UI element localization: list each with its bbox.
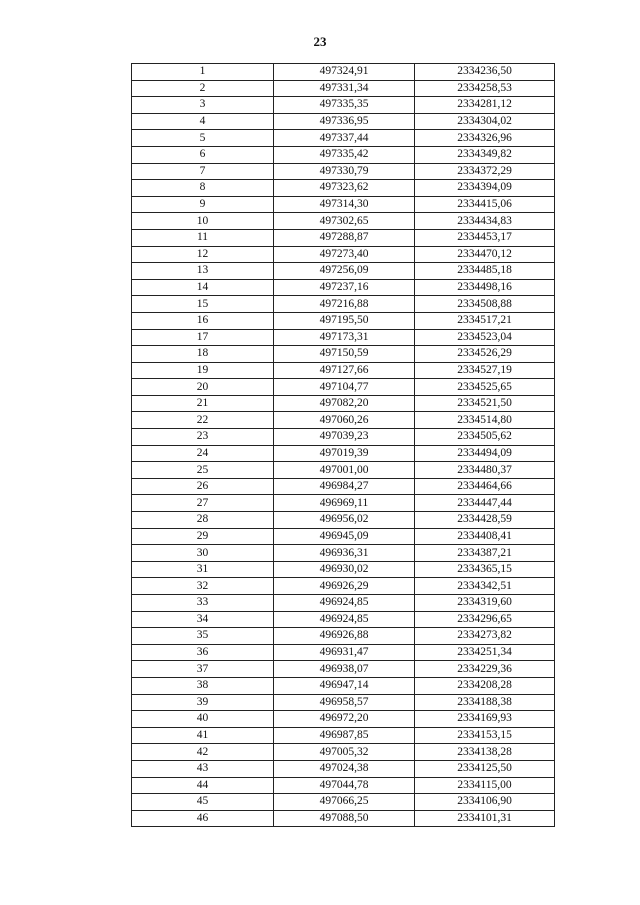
y-coordinate-cell: 2334326,96 xyxy=(415,130,555,147)
table-row xyxy=(132,395,555,412)
table-row xyxy=(132,694,555,711)
x-coordinate-cell: 496945,09 xyxy=(274,528,415,545)
x-coordinate-cell: 497173,31 xyxy=(274,329,415,346)
table-row xyxy=(132,163,555,180)
table-row xyxy=(132,429,555,446)
y-coordinate-cell: 2334494,09 xyxy=(415,445,555,462)
x-coordinate-cell: 497082,20 xyxy=(274,395,415,412)
point-number-cell: 24 xyxy=(132,445,274,462)
x-coordinate-cell: 497288,87 xyxy=(274,229,415,246)
y-coordinate-cell: 2334523,04 xyxy=(415,329,555,346)
point-number-cell: 37 xyxy=(132,661,274,678)
coordinates-table-body xyxy=(132,64,555,827)
point-number-cell: 16 xyxy=(132,312,274,329)
x-coordinate-cell: 497150,59 xyxy=(274,346,415,363)
coordinates-table xyxy=(131,63,555,827)
table-row xyxy=(132,478,555,495)
y-coordinate-cell: 2334296,65 xyxy=(415,611,555,628)
x-coordinate-cell: 496924,85 xyxy=(274,595,415,612)
y-coordinate-cell: 2334517,21 xyxy=(415,312,555,329)
x-coordinate-cell: 497060,26 xyxy=(274,412,415,429)
y-coordinate-cell: 2334319,60 xyxy=(415,595,555,612)
table-row xyxy=(132,528,555,545)
point-number-cell: 30 xyxy=(132,545,274,562)
point-number-cell: 32 xyxy=(132,578,274,595)
y-coordinate-cell: 2334485,18 xyxy=(415,263,555,280)
table-row xyxy=(132,495,555,512)
table-row xyxy=(132,760,555,777)
table-row xyxy=(132,146,555,163)
table-row xyxy=(132,462,555,479)
point-number-cell: 21 xyxy=(132,395,274,412)
point-number-cell: 26 xyxy=(132,478,274,495)
page-number: 23 xyxy=(313,34,327,49)
point-number-cell: 6 xyxy=(132,146,274,163)
y-coordinate-cell: 2334236,50 xyxy=(415,64,555,81)
point-number-cell: 3 xyxy=(132,97,274,114)
y-coordinate-cell: 2334498,16 xyxy=(415,279,555,296)
table-row xyxy=(132,744,555,761)
point-number-cell: 8 xyxy=(132,180,274,197)
table-row xyxy=(132,512,555,529)
y-coordinate-cell: 2334453,17 xyxy=(415,229,555,246)
x-coordinate-cell: 497336,95 xyxy=(274,113,415,130)
table-row xyxy=(132,180,555,197)
y-coordinate-cell: 2334281,12 xyxy=(415,97,555,114)
x-coordinate-cell: 497104,77 xyxy=(274,379,415,396)
table-row xyxy=(132,130,555,147)
point-number-cell: 28 xyxy=(132,512,274,529)
x-coordinate-cell: 497024,38 xyxy=(274,760,415,777)
point-number-cell: 41 xyxy=(132,727,274,744)
point-number-cell: 31 xyxy=(132,561,274,578)
y-coordinate-cell: 2334387,21 xyxy=(415,545,555,562)
y-coordinate-cell: 2334153,15 xyxy=(415,727,555,744)
y-coordinate-cell: 2334349,82 xyxy=(415,146,555,163)
x-coordinate-cell: 497216,88 xyxy=(274,296,415,313)
y-coordinate-cell: 2334138,28 xyxy=(415,744,555,761)
table-row xyxy=(132,777,555,794)
point-number-cell: 1 xyxy=(132,64,274,81)
x-coordinate-cell: 497066,25 xyxy=(274,794,415,811)
point-number-cell: 19 xyxy=(132,362,274,379)
y-coordinate-cell: 2334415,06 xyxy=(415,196,555,213)
table-row xyxy=(132,196,555,213)
x-coordinate-cell: 497314,30 xyxy=(274,196,415,213)
y-coordinate-cell: 2334304,02 xyxy=(415,113,555,130)
point-number-cell: 29 xyxy=(132,528,274,545)
table-row xyxy=(132,113,555,130)
table-row xyxy=(132,677,555,694)
table-row xyxy=(132,644,555,661)
point-number-cell: 23 xyxy=(132,429,274,446)
y-coordinate-cell: 2334372,29 xyxy=(415,163,555,180)
x-coordinate-cell: 496936,31 xyxy=(274,545,415,562)
table-row xyxy=(132,279,555,296)
point-number-cell: 46 xyxy=(132,810,274,827)
y-coordinate-cell: 2334229,36 xyxy=(415,661,555,678)
point-number-cell: 33 xyxy=(132,595,274,612)
x-coordinate-cell: 497088,50 xyxy=(274,810,415,827)
point-number-cell: 7 xyxy=(132,163,274,180)
y-coordinate-cell: 2334505,62 xyxy=(415,429,555,446)
x-coordinate-cell: 497302,65 xyxy=(274,213,415,230)
x-coordinate-cell: 497195,50 xyxy=(274,312,415,329)
point-number-cell: 12 xyxy=(132,246,274,263)
y-coordinate-cell: 2334101,31 xyxy=(415,810,555,827)
table-row xyxy=(132,595,555,612)
point-number-cell: 20 xyxy=(132,379,274,396)
point-number-cell: 17 xyxy=(132,329,274,346)
table-row xyxy=(132,545,555,562)
y-coordinate-cell: 2334526,29 xyxy=(415,346,555,363)
point-number-cell: 11 xyxy=(132,229,274,246)
table-row xyxy=(132,97,555,114)
point-number-cell: 13 xyxy=(132,263,274,280)
table-row xyxy=(132,362,555,379)
x-coordinate-cell: 496984,27 xyxy=(274,478,415,495)
table-row xyxy=(132,611,555,628)
point-number-cell: 5 xyxy=(132,130,274,147)
point-number-cell: 38 xyxy=(132,677,274,694)
x-coordinate-cell: 496924,85 xyxy=(274,611,415,628)
y-coordinate-cell: 2334514,80 xyxy=(415,412,555,429)
x-coordinate-cell: 497005,32 xyxy=(274,744,415,761)
x-coordinate-cell: 496969,11 xyxy=(274,495,415,512)
y-coordinate-cell: 2334106,90 xyxy=(415,794,555,811)
x-coordinate-cell: 496938,07 xyxy=(274,661,415,678)
table-row xyxy=(132,578,555,595)
x-coordinate-cell: 497273,40 xyxy=(274,246,415,263)
point-number-cell: 25 xyxy=(132,462,274,479)
table-row xyxy=(132,445,555,462)
table-row xyxy=(132,246,555,263)
y-coordinate-cell: 2334428,59 xyxy=(415,512,555,529)
y-coordinate-cell: 2334470,12 xyxy=(415,246,555,263)
x-coordinate-cell: 496972,20 xyxy=(274,711,415,728)
x-coordinate-cell: 497335,35 xyxy=(274,97,415,114)
x-coordinate-cell: 496956,02 xyxy=(274,512,415,529)
x-coordinate-cell: 496931,47 xyxy=(274,644,415,661)
point-number-cell: 39 xyxy=(132,694,274,711)
x-coordinate-cell: 496987,85 xyxy=(274,727,415,744)
x-coordinate-cell: 497330,79 xyxy=(274,163,415,180)
y-coordinate-cell: 2334480,37 xyxy=(415,462,555,479)
point-number-cell: 10 xyxy=(132,213,274,230)
y-coordinate-cell: 2334394,09 xyxy=(415,180,555,197)
y-coordinate-cell: 2334365,15 xyxy=(415,561,555,578)
x-coordinate-cell: 496926,29 xyxy=(274,578,415,595)
point-number-cell: 14 xyxy=(132,279,274,296)
table-row xyxy=(132,329,555,346)
table-row xyxy=(132,561,555,578)
y-coordinate-cell: 2334434,83 xyxy=(415,213,555,230)
y-coordinate-cell: 2334208,28 xyxy=(415,677,555,694)
point-number-cell: 42 xyxy=(132,744,274,761)
y-coordinate-cell: 2334527,19 xyxy=(415,362,555,379)
table-row xyxy=(132,379,555,396)
x-coordinate-cell: 496958,57 xyxy=(274,694,415,711)
y-coordinate-cell: 2334169,93 xyxy=(415,711,555,728)
table-row xyxy=(132,794,555,811)
point-number-cell: 43 xyxy=(132,760,274,777)
table-row xyxy=(132,628,555,645)
x-coordinate-cell: 497237,16 xyxy=(274,279,415,296)
y-coordinate-cell: 2334342,51 xyxy=(415,578,555,595)
x-coordinate-cell: 497335,42 xyxy=(274,146,415,163)
y-coordinate-cell: 2334258,53 xyxy=(415,80,555,97)
y-coordinate-cell: 2334521,50 xyxy=(415,395,555,412)
table-row xyxy=(132,346,555,363)
x-coordinate-cell: 496926,88 xyxy=(274,628,415,645)
y-coordinate-cell: 2334447,44 xyxy=(415,495,555,512)
table-row xyxy=(132,727,555,744)
point-number-cell: 27 xyxy=(132,495,274,512)
table-row xyxy=(132,412,555,429)
y-coordinate-cell: 2334408,41 xyxy=(415,528,555,545)
y-coordinate-cell: 2334464,66 xyxy=(415,478,555,495)
x-coordinate-cell: 497127,66 xyxy=(274,362,415,379)
x-coordinate-cell: 496930,02 xyxy=(274,561,415,578)
table-row xyxy=(132,661,555,678)
point-number-cell: 22 xyxy=(132,412,274,429)
y-coordinate-cell: 2334115,00 xyxy=(415,777,555,794)
point-number-cell: 18 xyxy=(132,346,274,363)
x-coordinate-cell: 497331,34 xyxy=(274,80,415,97)
x-coordinate-cell: 497044,78 xyxy=(274,777,415,794)
table-row xyxy=(132,64,555,81)
x-coordinate-cell: 496947,14 xyxy=(274,677,415,694)
x-coordinate-cell: 497256,09 xyxy=(274,263,415,280)
table-row xyxy=(132,711,555,728)
y-coordinate-cell: 2334251,34 xyxy=(415,644,555,661)
point-number-cell: 15 xyxy=(132,296,274,313)
table-row xyxy=(132,229,555,246)
point-number-cell: 4 xyxy=(132,113,274,130)
x-coordinate-cell: 497001,00 xyxy=(274,462,415,479)
y-coordinate-cell: 2334508,88 xyxy=(415,296,555,313)
point-number-cell: 34 xyxy=(132,611,274,628)
table-row xyxy=(132,80,555,97)
table-row xyxy=(132,312,555,329)
table-row xyxy=(132,810,555,827)
point-number-cell: 2 xyxy=(132,80,274,97)
x-coordinate-cell: 497039,23 xyxy=(274,429,415,446)
point-number-cell: 36 xyxy=(132,644,274,661)
x-coordinate-cell: 497323,62 xyxy=(274,180,415,197)
point-number-cell: 40 xyxy=(132,711,274,728)
point-number-cell: 35 xyxy=(132,628,274,645)
point-number-cell: 44 xyxy=(132,777,274,794)
y-coordinate-cell: 2334125,50 xyxy=(415,760,555,777)
table-row xyxy=(132,263,555,280)
x-coordinate-cell: 497019,39 xyxy=(274,445,415,462)
table-row xyxy=(132,213,555,230)
y-coordinate-cell: 2334273,82 xyxy=(415,628,555,645)
y-coordinate-cell: 2334188,38 xyxy=(415,694,555,711)
point-number-cell: 45 xyxy=(132,794,274,811)
x-coordinate-cell: 497324,91 xyxy=(274,64,415,81)
point-number-cell: 9 xyxy=(132,196,274,213)
table-row xyxy=(132,296,555,313)
x-coordinate-cell: 497337,44 xyxy=(274,130,415,147)
y-coordinate-cell: 2334525,65 xyxy=(415,379,555,396)
